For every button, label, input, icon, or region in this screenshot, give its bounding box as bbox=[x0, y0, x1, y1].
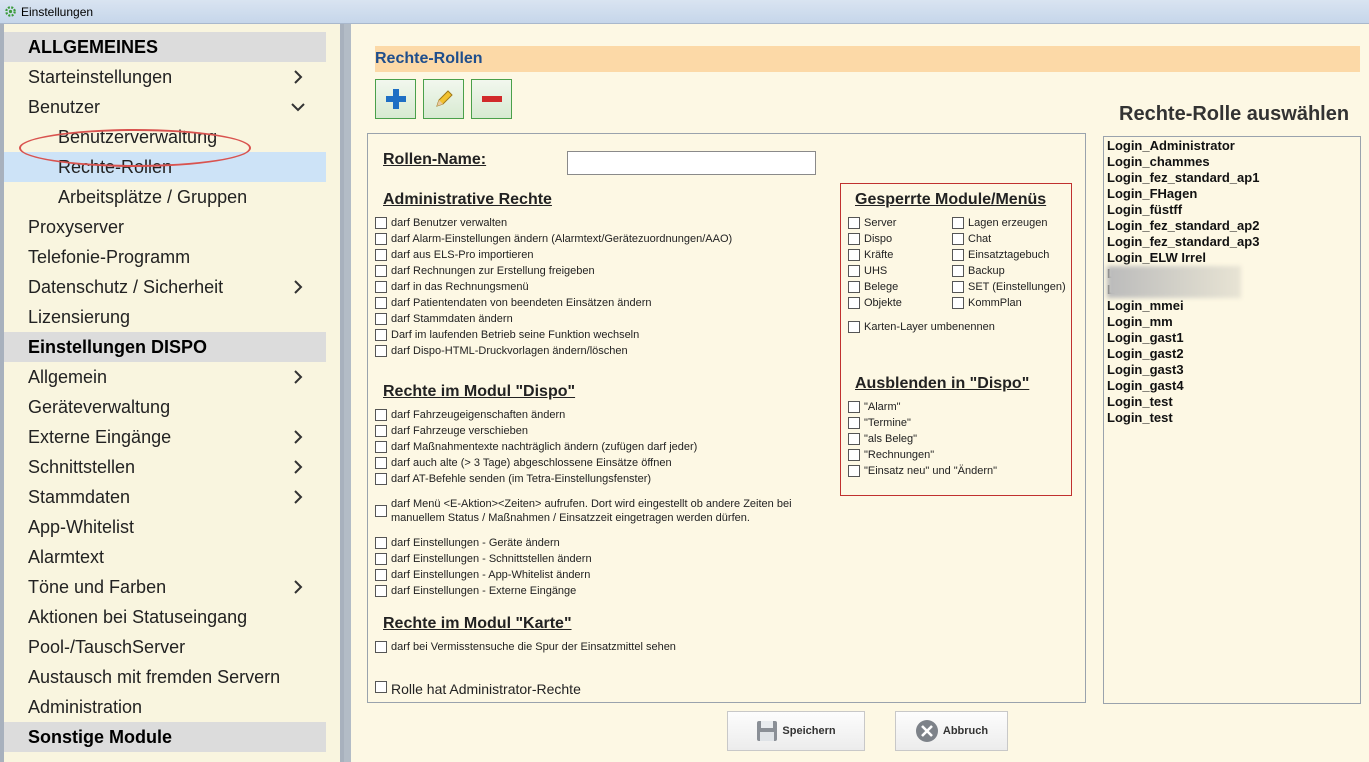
checkbox[interactable] bbox=[848, 281, 860, 293]
sidebar-item-label: Aktionen bei Statuseingang bbox=[28, 606, 248, 627]
admin-right-label: Darf im laufenden Betrieb seine Funktion wechseln bbox=[391, 329, 640, 341]
add-role-button[interactable] bbox=[375, 79, 416, 119]
sidebar-item-telefonie[interactable] bbox=[4, 242, 326, 272]
sidebar-item-benutzer[interactable] bbox=[4, 92, 326, 122]
checkbox[interactable] bbox=[375, 265, 387, 277]
sidebar-item-pool-tauschserver[interactable] bbox=[4, 632, 326, 662]
settings-right-label: darf Einstellungen - Externe Eingänge bbox=[391, 585, 577, 597]
save-button[interactable] bbox=[727, 711, 865, 751]
sidebar-item-label: Arbeitsplätze / Gruppen bbox=[58, 186, 248, 207]
sidebar-item-label: Geräteverwaltung bbox=[28, 396, 171, 417]
sidebar-item-label: Schnittstellen bbox=[28, 456, 136, 477]
sidebar-item-administration[interactable] bbox=[4, 692, 326, 722]
dispo-right-label: darf auch alte (> 3 Tage) abgeschlossene Einsätze öffnen bbox=[391, 457, 672, 469]
admin-rights-title: Administrative Rechte bbox=[383, 191, 552, 208]
sidebar-item-geraeteverwaltung[interactable] bbox=[4, 392, 326, 422]
hide-item-label: "Termine" bbox=[864, 417, 911, 429]
dispo-right-label: darf Fahrzeuge verschieben bbox=[391, 425, 528, 437]
role-list-item[interactable]: Login_gast1 bbox=[1107, 330, 1184, 345]
sidebar-item-label: Administration bbox=[28, 696, 143, 717]
sidebar-item-starteinstellungen[interactable] bbox=[4, 62, 326, 92]
role-list-item[interactable]: Login_fez_standard_ap1 bbox=[1107, 170, 1260, 185]
checkbox[interactable] bbox=[952, 281, 964, 293]
dispo-right-label: darf AT-Befehle senden (im Tetra-Einstellungsfenster) bbox=[391, 473, 652, 485]
role-name-input[interactable] bbox=[567, 151, 816, 175]
sidebar-item-schnittstellen[interactable] bbox=[4, 452, 326, 482]
sidebar-item-alarmtext[interactable] bbox=[4, 542, 326, 572]
hide-item-label: "Einsatz neu" und "Ändern" bbox=[864, 465, 998, 477]
checkbox[interactable] bbox=[375, 537, 387, 549]
checkbox[interactable] bbox=[375, 409, 387, 421]
sidebar-item-label: Alarmtext bbox=[28, 546, 105, 567]
admin-role-label: Rolle hat Administrator-Rechte bbox=[391, 681, 581, 697]
locked-modules-title: Gesperrte Module/Menüs bbox=[855, 191, 1047, 208]
chevron-right-icon bbox=[290, 489, 306, 505]
admin-role-checkbox[interactable] bbox=[375, 681, 387, 693]
locked-module-label: KommPlan bbox=[968, 297, 1022, 309]
checkbox[interactable] bbox=[952, 233, 964, 245]
checkbox[interactable] bbox=[375, 641, 387, 653]
checkbox[interactable] bbox=[952, 265, 964, 277]
settings-right-label: darf Einstellungen - Geräte ändern bbox=[391, 537, 560, 549]
admin-right-label: darf Benutzer verwalten bbox=[391, 217, 508, 229]
hide-dispo-title: Ausblenden in "Dispo" bbox=[855, 375, 1030, 392]
admin-right-label: darf Patientendaten von beendeten Einsätzen ändern bbox=[391, 297, 652, 309]
karte-right-label: darf bei Vermisstensuche die Spur der Einsatzmittel sehen bbox=[391, 641, 676, 653]
karten-layer-label: Karten-Layer umbenennen bbox=[864, 321, 995, 333]
gear-icon bbox=[3, 5, 17, 19]
admin-right-label: darf aus ELS-Pro importieren bbox=[391, 249, 534, 261]
sidebar-item-label: Externe Eingänge bbox=[28, 426, 172, 447]
checkbox[interactable] bbox=[375, 553, 387, 565]
checkbox[interactable] bbox=[375, 233, 387, 245]
role-list-item[interactable]: Login_test bbox=[1107, 394, 1173, 409]
locked-module-label: Belege bbox=[864, 281, 899, 293]
chevron-down-icon bbox=[290, 99, 306, 115]
title-bar bbox=[0, 0, 1369, 24]
hide-item-label: "Rechnungen" bbox=[864, 449, 935, 461]
checkbox[interactable] bbox=[952, 249, 964, 261]
role-list-item[interactable]: Login_mmei bbox=[1107, 298, 1184, 313]
locked-module-label: Dispo bbox=[864, 233, 893, 245]
role-list-item[interactable]: Login_chammes bbox=[1107, 154, 1210, 169]
role-list-item[interactable]: Login_test bbox=[1107, 410, 1173, 425]
checkbox[interactable] bbox=[848, 321, 860, 333]
dispo-right-label: darf Maßnahmentexte nachträglich ändern (zufügen darf jeder) bbox=[391, 441, 698, 453]
admin-right-label: darf Dispo-HTML-Druckvorlagen ändern/löschen bbox=[391, 345, 628, 357]
plus-icon bbox=[384, 87, 408, 111]
role-list-item[interactable]: Login_fez_standard_ap3 bbox=[1107, 234, 1260, 249]
checkbox[interactable] bbox=[375, 441, 387, 453]
sidebar-item-allgemein[interactable] bbox=[4, 362, 326, 392]
sidebar-item-proxyserver[interactable] bbox=[4, 212, 326, 242]
sidebar-item-label: Austausch mit fremden Servern bbox=[28, 666, 281, 687]
checkbox[interactable] bbox=[848, 465, 860, 477]
checkbox[interactable] bbox=[952, 297, 964, 309]
sidebar-item-stammdaten[interactable] bbox=[4, 482, 326, 512]
sidebar-item-benutzerverwaltung[interactable] bbox=[4, 122, 326, 152]
checkbox[interactable] bbox=[375, 329, 387, 341]
checkbox[interactable] bbox=[848, 233, 860, 245]
sidebar-item-label: Pool-/TauschServer bbox=[28, 636, 186, 657]
checkbox[interactable] bbox=[952, 217, 964, 229]
checkbox[interactable] bbox=[848, 249, 860, 261]
checkbox[interactable] bbox=[848, 433, 860, 445]
dispo-right-label: manuellem Status / Maßnahmen / Einsatzzeit eingetragen werden dürfen. bbox=[391, 512, 750, 524]
checkbox[interactable] bbox=[375, 249, 387, 261]
sidebar-item-austausch[interactable] bbox=[4, 662, 326, 692]
role-list-item[interactable]: Login_mm bbox=[1107, 314, 1173, 329]
sidebar-item-label: Datenschutz / Sicherheit bbox=[28, 276, 224, 297]
edit-role-button[interactable] bbox=[423, 79, 464, 119]
admin-right-label: darf Rechnungen zur Erstellung freigeben bbox=[391, 265, 595, 277]
sidebar-item-label: Sonstige Module bbox=[28, 726, 172, 747]
sidebar-item-externe-eingaenge[interactable] bbox=[4, 422, 326, 452]
checkbox[interactable] bbox=[848, 297, 860, 309]
sidebar-header-dispo[interactable] bbox=[4, 332, 326, 362]
chevron-right-icon bbox=[290, 279, 306, 295]
checkbox[interactable] bbox=[375, 505, 387, 517]
role-select-title: Rechte-Rolle auswählen bbox=[1119, 103, 1350, 125]
hide-item-label: "als Beleg" bbox=[864, 433, 918, 445]
sidebar-item-rechte-rollen[interactable] bbox=[4, 152, 326, 182]
cancel-icon bbox=[915, 719, 939, 743]
role-list-item[interactable]: Login_gast3 bbox=[1107, 362, 1184, 377]
locked-module-label: Backup bbox=[968, 265, 1005, 277]
sidebar-item-label: Allgemein bbox=[28, 366, 108, 387]
role-list-item[interactable]: Login_Administrator bbox=[1107, 138, 1235, 153]
admin-right-label: darf Alarm-Einstellungen ändern (Alarmtext/Gerätezuordnungen/AAO) bbox=[391, 233, 733, 245]
checkbox[interactable] bbox=[848, 417, 860, 429]
locked-module-label: Objekte bbox=[864, 297, 902, 309]
sidebar-item-label: App-Whitelist bbox=[28, 516, 135, 537]
dispo-rights-title: Rechte im Modul "Dispo" bbox=[383, 383, 576, 400]
sidebar-item-label: Lizensierung bbox=[28, 306, 131, 327]
checkbox[interactable] bbox=[375, 425, 387, 437]
checkbox[interactable] bbox=[848, 265, 860, 277]
role-list-item[interactable]: Login_fez_standard_ap2 bbox=[1107, 218, 1260, 233]
karte-rights-title: Rechte im Modul "Karte" bbox=[383, 615, 572, 632]
chevron-right-icon bbox=[290, 69, 306, 85]
sidebar-item-label: Stammdaten bbox=[28, 486, 131, 507]
sidebar-item-label: Rechte-Rollen bbox=[58, 156, 173, 177]
checkbox[interactable] bbox=[848, 217, 860, 229]
sidebar-item-label: Töne und Farben bbox=[28, 576, 167, 597]
role-list-item[interactable]: Login_FHagen bbox=[1107, 186, 1198, 201]
sidebar-item-lizensierung[interactable] bbox=[4, 302, 326, 332]
locked-module-label: Chat bbox=[968, 233, 992, 245]
sidebar-item-label: Einstellungen DISPO bbox=[28, 336, 208, 357]
save-button-label: Speichern bbox=[782, 725, 836, 737]
locked-module-label: UHS bbox=[864, 265, 888, 277]
cancel-button[interactable] bbox=[895, 711, 1008, 751]
role-list-item[interactable]: Login_füstff bbox=[1107, 202, 1183, 217]
checkbox[interactable] bbox=[375, 569, 387, 581]
checkbox[interactable] bbox=[848, 449, 860, 461]
section-title bbox=[375, 46, 1360, 72]
checkbox[interactable] bbox=[375, 281, 387, 293]
settings-right-label: darf Einstellungen - App-Whitelist ändern bbox=[391, 569, 591, 581]
section-title-text: Rechte-Rollen bbox=[375, 50, 483, 67]
sidebar-item-label: Benutzer bbox=[28, 96, 101, 117]
checkbox[interactable] bbox=[375, 457, 387, 469]
chevron-right-icon bbox=[290, 369, 306, 385]
splitter[interactable] bbox=[344, 24, 351, 762]
role-list-item[interactable]: Login_gast4 bbox=[1107, 378, 1184, 393]
hide-item-label: "Alarm" bbox=[864, 401, 901, 413]
admin-right-label: darf in das Rechnungsmenü bbox=[391, 281, 529, 293]
window-title: Einstellungen bbox=[21, 4, 94, 19]
sidebar-item-label: Starteinstellungen bbox=[28, 66, 173, 87]
checkbox[interactable] bbox=[375, 217, 387, 229]
floppy-disk-icon bbox=[756, 720, 778, 742]
chevron-right-icon bbox=[290, 579, 306, 595]
redacted-block bbox=[1107, 266, 1241, 298]
role-list-item[interactable]: Login_gast2 bbox=[1107, 346, 1184, 361]
role-name-label: Rollen-Name: bbox=[383, 151, 487, 168]
checkbox[interactable] bbox=[375, 345, 387, 357]
pencil-icon bbox=[433, 88, 455, 110]
sidebar-item-arbeitsplaetze[interactable] bbox=[4, 182, 326, 212]
checkbox[interactable] bbox=[375, 473, 387, 485]
checkbox[interactable] bbox=[375, 585, 387, 597]
sidebar-item-label: ALLGEMEINES bbox=[28, 36, 159, 57]
delete-role-button[interactable] bbox=[471, 79, 512, 119]
sidebar-item-label: Benutzerverwaltung bbox=[58, 126, 218, 147]
cancel-button-label: Abbruch bbox=[942, 725, 989, 737]
checkbox[interactable] bbox=[375, 313, 387, 325]
admin-right-label: darf Stammdaten ändern bbox=[391, 313, 513, 325]
dispo-right-label: darf Fahrzeugeigenschaften ändern bbox=[391, 409, 566, 421]
locked-module-label: Kräfte bbox=[864, 249, 894, 261]
dispo-right-label: darf Menü <E-Aktion><Zeiten> aufrufen. Dort wird eingestellt ob andere Zeiten bei bbox=[391, 498, 792, 510]
sidebar-item-app-whitelist[interactable] bbox=[4, 512, 326, 542]
chevron-right-icon bbox=[290, 459, 306, 475]
sidebar-header-sonstige[interactable] bbox=[4, 722, 326, 752]
sidebar-item-toene-farben[interactable] bbox=[4, 572, 326, 602]
checkbox[interactable] bbox=[848, 401, 860, 413]
sidebar-item-datenschutz[interactable] bbox=[4, 272, 326, 302]
minus-icon bbox=[480, 87, 504, 111]
locked-module-label: Lagen erzeugen bbox=[968, 217, 1048, 229]
locked-module-label: Server bbox=[864, 217, 897, 229]
locked-module-label: Einsatztagebuch bbox=[968, 249, 1050, 261]
sidebar-item-label: Telefonie-Programm bbox=[28, 246, 191, 267]
checkbox[interactable] bbox=[375, 297, 387, 309]
sidebar-header-allgemeines[interactable] bbox=[4, 32, 326, 62]
sidebar-item-label: Proxyserver bbox=[28, 216, 125, 237]
settings-right-label: darf Einstellungen - Schnittstellen ändern bbox=[391, 553, 592, 565]
role-list-item[interactable]: Login_ELW Irrel bbox=[1107, 250, 1206, 265]
chevron-right-icon bbox=[290, 429, 306, 445]
sidebar-item-aktionen-statuseingang[interactable] bbox=[4, 602, 326, 632]
locked-module-label: SET (Einstellungen) bbox=[968, 281, 1066, 293]
